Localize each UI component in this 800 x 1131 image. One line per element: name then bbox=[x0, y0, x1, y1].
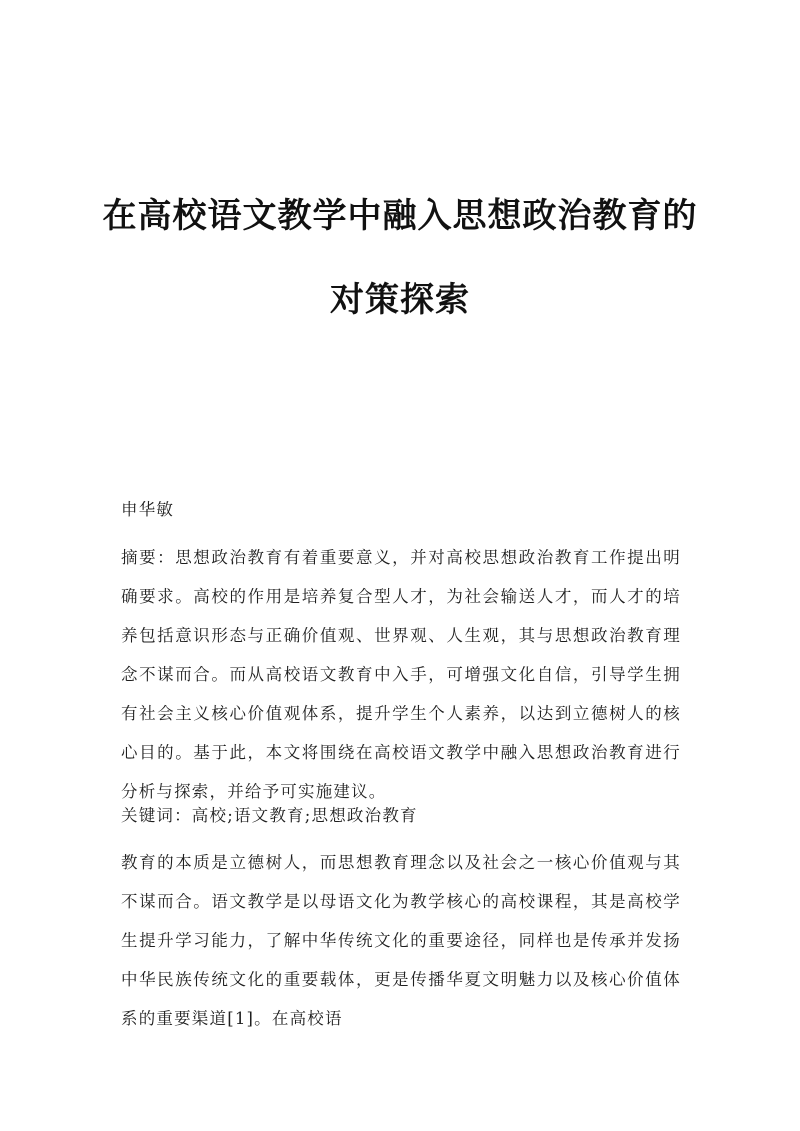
author-name: 申华敏 bbox=[121, 500, 175, 519]
abstract-paragraph: 摘要：思想政治教育有着重要意义，并对高校思想政治教育工作提出明确要求。高校的作用是培养复合型人才，为社会输送人才，而人才的培养包括意识形态与正确价值观、世界观、人生观，其与思想政治教育理念不谋而合。而从高校语文教育中入手，可增强文化自信，引导学生拥有社会主义核心价值观体系，提升学生个人素养，以达到立德树人的核心目的。基于此，本文将围绕在高校语文教学中融入思想政治教育进行分析与探索，并给予可实施建议。 bbox=[121, 548, 681, 801]
keywords-line: 关键词：高校;语文教育;思想政治教育 bbox=[121, 806, 418, 825]
document-title-line-1: 在高校语文教学中融入思想政治教育的 bbox=[102, 196, 698, 236]
intro-paragraph: 教育的本质是立德树人，而思想教育理念以及社会之一核心价值观与其不谋而合。语文教学是以母语文化为教学核心的高校课程，其是高校学生提升学习能力，了解中华传统文化的重要途径，同样也是传承并发扬中华民族传统文化的重要载体，更是传播华夏文明魅力以及核心价值体系的重要渠道[1]。在高校语 bbox=[121, 853, 681, 1028]
document-title-line-2: 对策探索 bbox=[330, 280, 470, 320]
